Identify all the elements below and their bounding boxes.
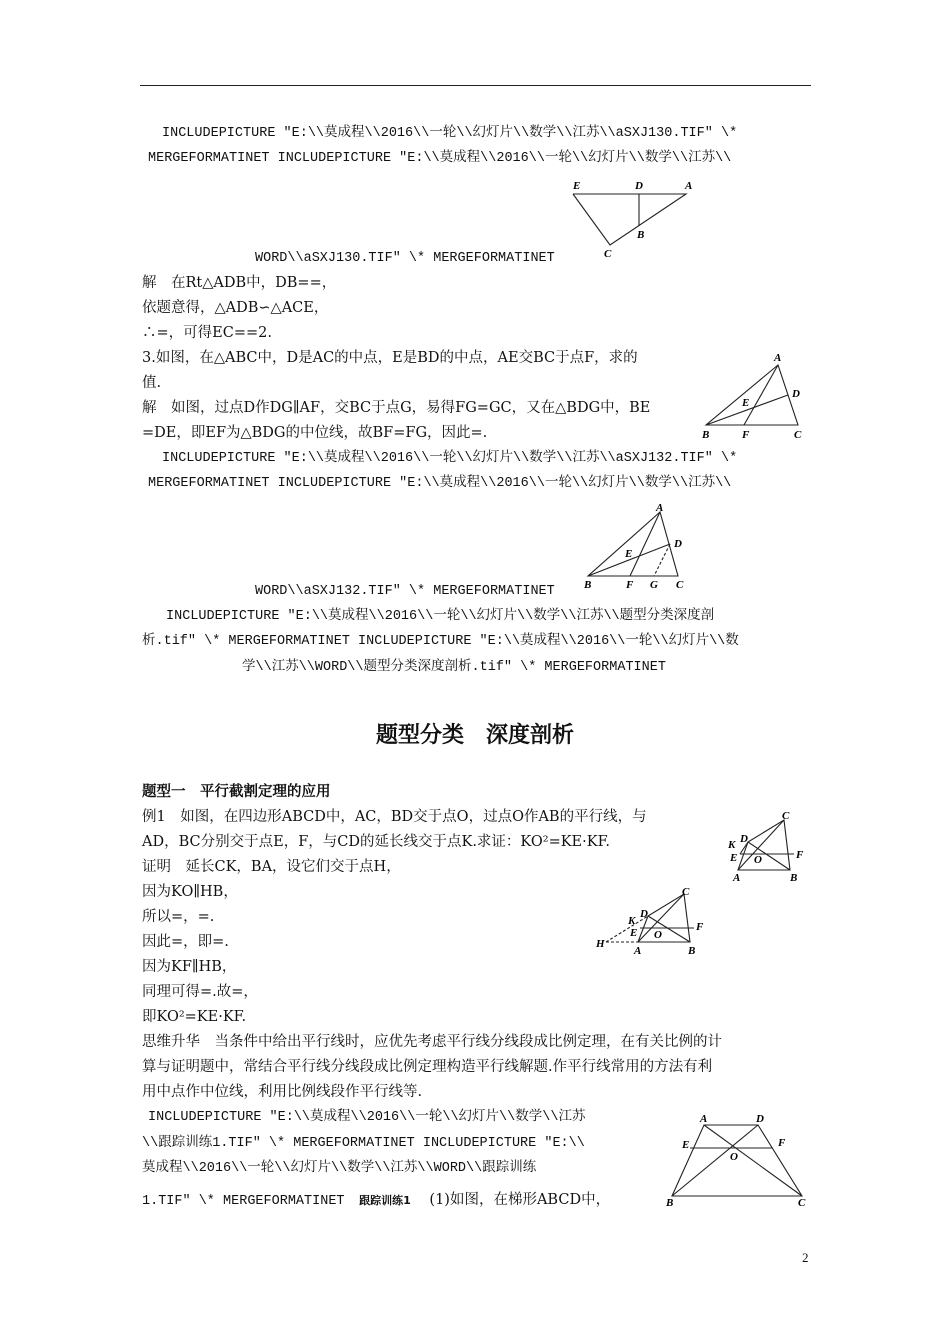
fig-label: A — [733, 872, 741, 884]
text-line: 析.tif" \* MERGEFORMATINET INCLUDEPICTURE "E:\\莫成程\\2016\\一轮\\幻灯片\\数 — [142, 634, 739, 649]
text-line: INCLUDEPICTURE "E:\\莫成程\\2016\\一轮\\幻灯片\\数学\\江苏\\题型分类深度剖 — [166, 609, 715, 624]
text-line: 因为KF∥HB， — [142, 959, 237, 975]
text-line: WORD\\aSXJ130.TIF" \* MERGEFORMATINET — [255, 251, 555, 266]
fig-label: C — [604, 248, 612, 260]
fig-label: D — [635, 180, 643, 192]
text-line: \\跟踪训练1.TIF" \* MERGEFORMATINET INCLUDEPICTURE "E:\\ — [142, 1136, 585, 1151]
page-number: 2 — [802, 1250, 809, 1265]
fig-label: D — [740, 833, 748, 845]
text-line: MERGEFORMATINET INCLUDEPICTURE "E:\\莫成程\\2016\\一轮\\幻灯片\\数学\\江苏\\ — [148, 151, 732, 166]
text-line: 因为KO∥HB， — [142, 884, 238, 900]
fig-label: E — [573, 180, 581, 192]
text-line — [142, 1190, 610, 1212]
fig-label: F — [796, 849, 804, 861]
text-line: =DE，即EF为△BDG的中位线，故BF=FG，因此=. — [142, 425, 488, 441]
text-line: 用中点作中位线，利用比例线段作平行线等. — [142, 1084, 423, 1100]
text-line: 莫成程\\2016\\一轮\\幻灯片\\数学\\江苏\\WORD\\跟踪训练 — [142, 1161, 537, 1176]
fig-label: F — [742, 429, 750, 441]
fig-label: A — [685, 180, 693, 192]
fig-label: E — [630, 927, 638, 939]
text-line: 依题意得，△ADB∽△ACE， — [142, 300, 329, 316]
text-fragment: 1.TIF" \* MERGEFORMATINET — [142, 1194, 345, 1209]
text-line: 学\\江苏\\WORD\\题型分类深度剖析.tif" \* MERGEFORMATINET — [242, 660, 666, 675]
text-line: WORD\\aSXJ132.TIF" \* MERGEFORMATINET — [255, 584, 555, 599]
text-line: 解 在Rt△ADB中，DB==， — [142, 275, 337, 291]
text-line: 因此=，即=. — [142, 934, 229, 950]
section-heading: 题型分类 深度剖析 — [375, 723, 574, 748]
subsection-heading: 题型一 平行截割定理的应用 — [142, 784, 331, 800]
fig-label: C — [794, 429, 802, 441]
fig-label: C — [682, 886, 690, 898]
text-line: 思维升华 当条件中给出平行线时，应优先考虑平行线分线段成比例定理，在有关比例的计 — [142, 1034, 722, 1050]
fig-label: E — [742, 397, 750, 409]
fig-label: D — [756, 1113, 764, 1125]
figure-trapezoid — [660, 1110, 810, 1210]
fig-label: E — [730, 852, 738, 864]
header-rule — [140, 85, 811, 86]
text-line: 即KO²=KE·KF. — [142, 1009, 247, 1025]
text-line: 算与证明题中，常结合平行线分线段成比例定理构造平行线解题.作平行线常用的方法有利 — [142, 1059, 713, 1075]
text-line: INCLUDEPICTURE "E:\\莫成程\\2016\\一轮\\幻灯片\\数学\\江苏\\aSXJ130.TIF" \* — [162, 126, 738, 141]
text-fragment: (1)如图，在梯形ABCD中， — [429, 1192, 611, 1208]
fig-label: D — [792, 388, 800, 400]
fig-label: O — [754, 854, 762, 866]
text-line: ∴=，可得EC==2. — [142, 325, 272, 341]
text-line: 解 如图，过点D作DG∥AF，交BC于点G，易得FG=GC，又在△BDG中，BE — [142, 400, 651, 416]
fig-label: F — [626, 579, 634, 591]
fig-label: D — [640, 908, 648, 920]
fig-label: B — [584, 579, 592, 591]
fig-label: E — [682, 1139, 690, 1151]
text-line: INCLUDEPICTURE "E:\\莫成程\\2016\\一轮\\幻灯片\\数学\\江苏\\aSXJ132.TIF" \* — [162, 451, 738, 466]
fig-label: F — [778, 1137, 786, 1149]
text-line: 所以=，=. — [142, 909, 215, 925]
figure-triangle-1 — [565, 177, 705, 261]
figure-quadrilateral-2 — [592, 884, 712, 958]
text-line: AD，BC分别交于点E，F，与CD的延长线交于点K.求证：KO²=KE·KF. — [142, 834, 610, 850]
exercise-badge: 跟踪训练1 — [359, 1194, 411, 1207]
fig-label: B — [637, 229, 645, 241]
fig-label: B — [688, 945, 696, 957]
fig-label: E — [625, 548, 633, 560]
figure-quadrilateral-1 — [722, 808, 814, 884]
fig-label: B — [790, 872, 798, 884]
fig-label: C — [782, 810, 790, 822]
text-line: 例1 如图，在四边形ABCD中，AC，BD交于点O，过点O作AB的平行线，与 — [142, 809, 647, 825]
fig-label: D — [674, 538, 682, 550]
fig-label: C — [798, 1197, 806, 1209]
figure-triangle-3 — [578, 500, 690, 592]
fig-label: O — [730, 1151, 738, 1163]
fig-label: A — [634, 945, 642, 957]
fig-label: H — [596, 938, 605, 950]
fig-label: C — [676, 579, 684, 591]
fig-label: K — [628, 915, 636, 927]
text-line: 同理可得=.故=， — [142, 984, 258, 1000]
fig-label: F — [696, 921, 704, 933]
fig-label: O — [654, 929, 662, 941]
text-line: MERGEFORMATINET INCLUDEPICTURE "E:\\莫成程\\2016\\一轮\\幻灯片\\数学\\江苏\\ — [148, 476, 732, 491]
fig-label: A — [700, 1113, 708, 1125]
figure-triangle-2 — [698, 350, 810, 442]
text-line: INCLUDEPICTURE "E:\\莫成程\\2016\\一轮\\幻灯片\\数学\\江苏 — [148, 1110, 586, 1125]
text-line: 值. — [142, 375, 162, 391]
fig-label: K — [728, 839, 736, 851]
fig-label: G — [650, 579, 658, 591]
fig-label: A — [656, 502, 664, 514]
fig-label: A — [774, 352, 782, 364]
text-line: 3.如图，在△ABC中，D是AC的中点，E是BD的中点，AE交BC于点F，求的 — [142, 350, 638, 366]
fig-label: B — [666, 1197, 674, 1209]
text-line: 证明 延长CK，BA，设它们交于点H， — [142, 859, 401, 875]
fig-label: B — [702, 429, 710, 441]
